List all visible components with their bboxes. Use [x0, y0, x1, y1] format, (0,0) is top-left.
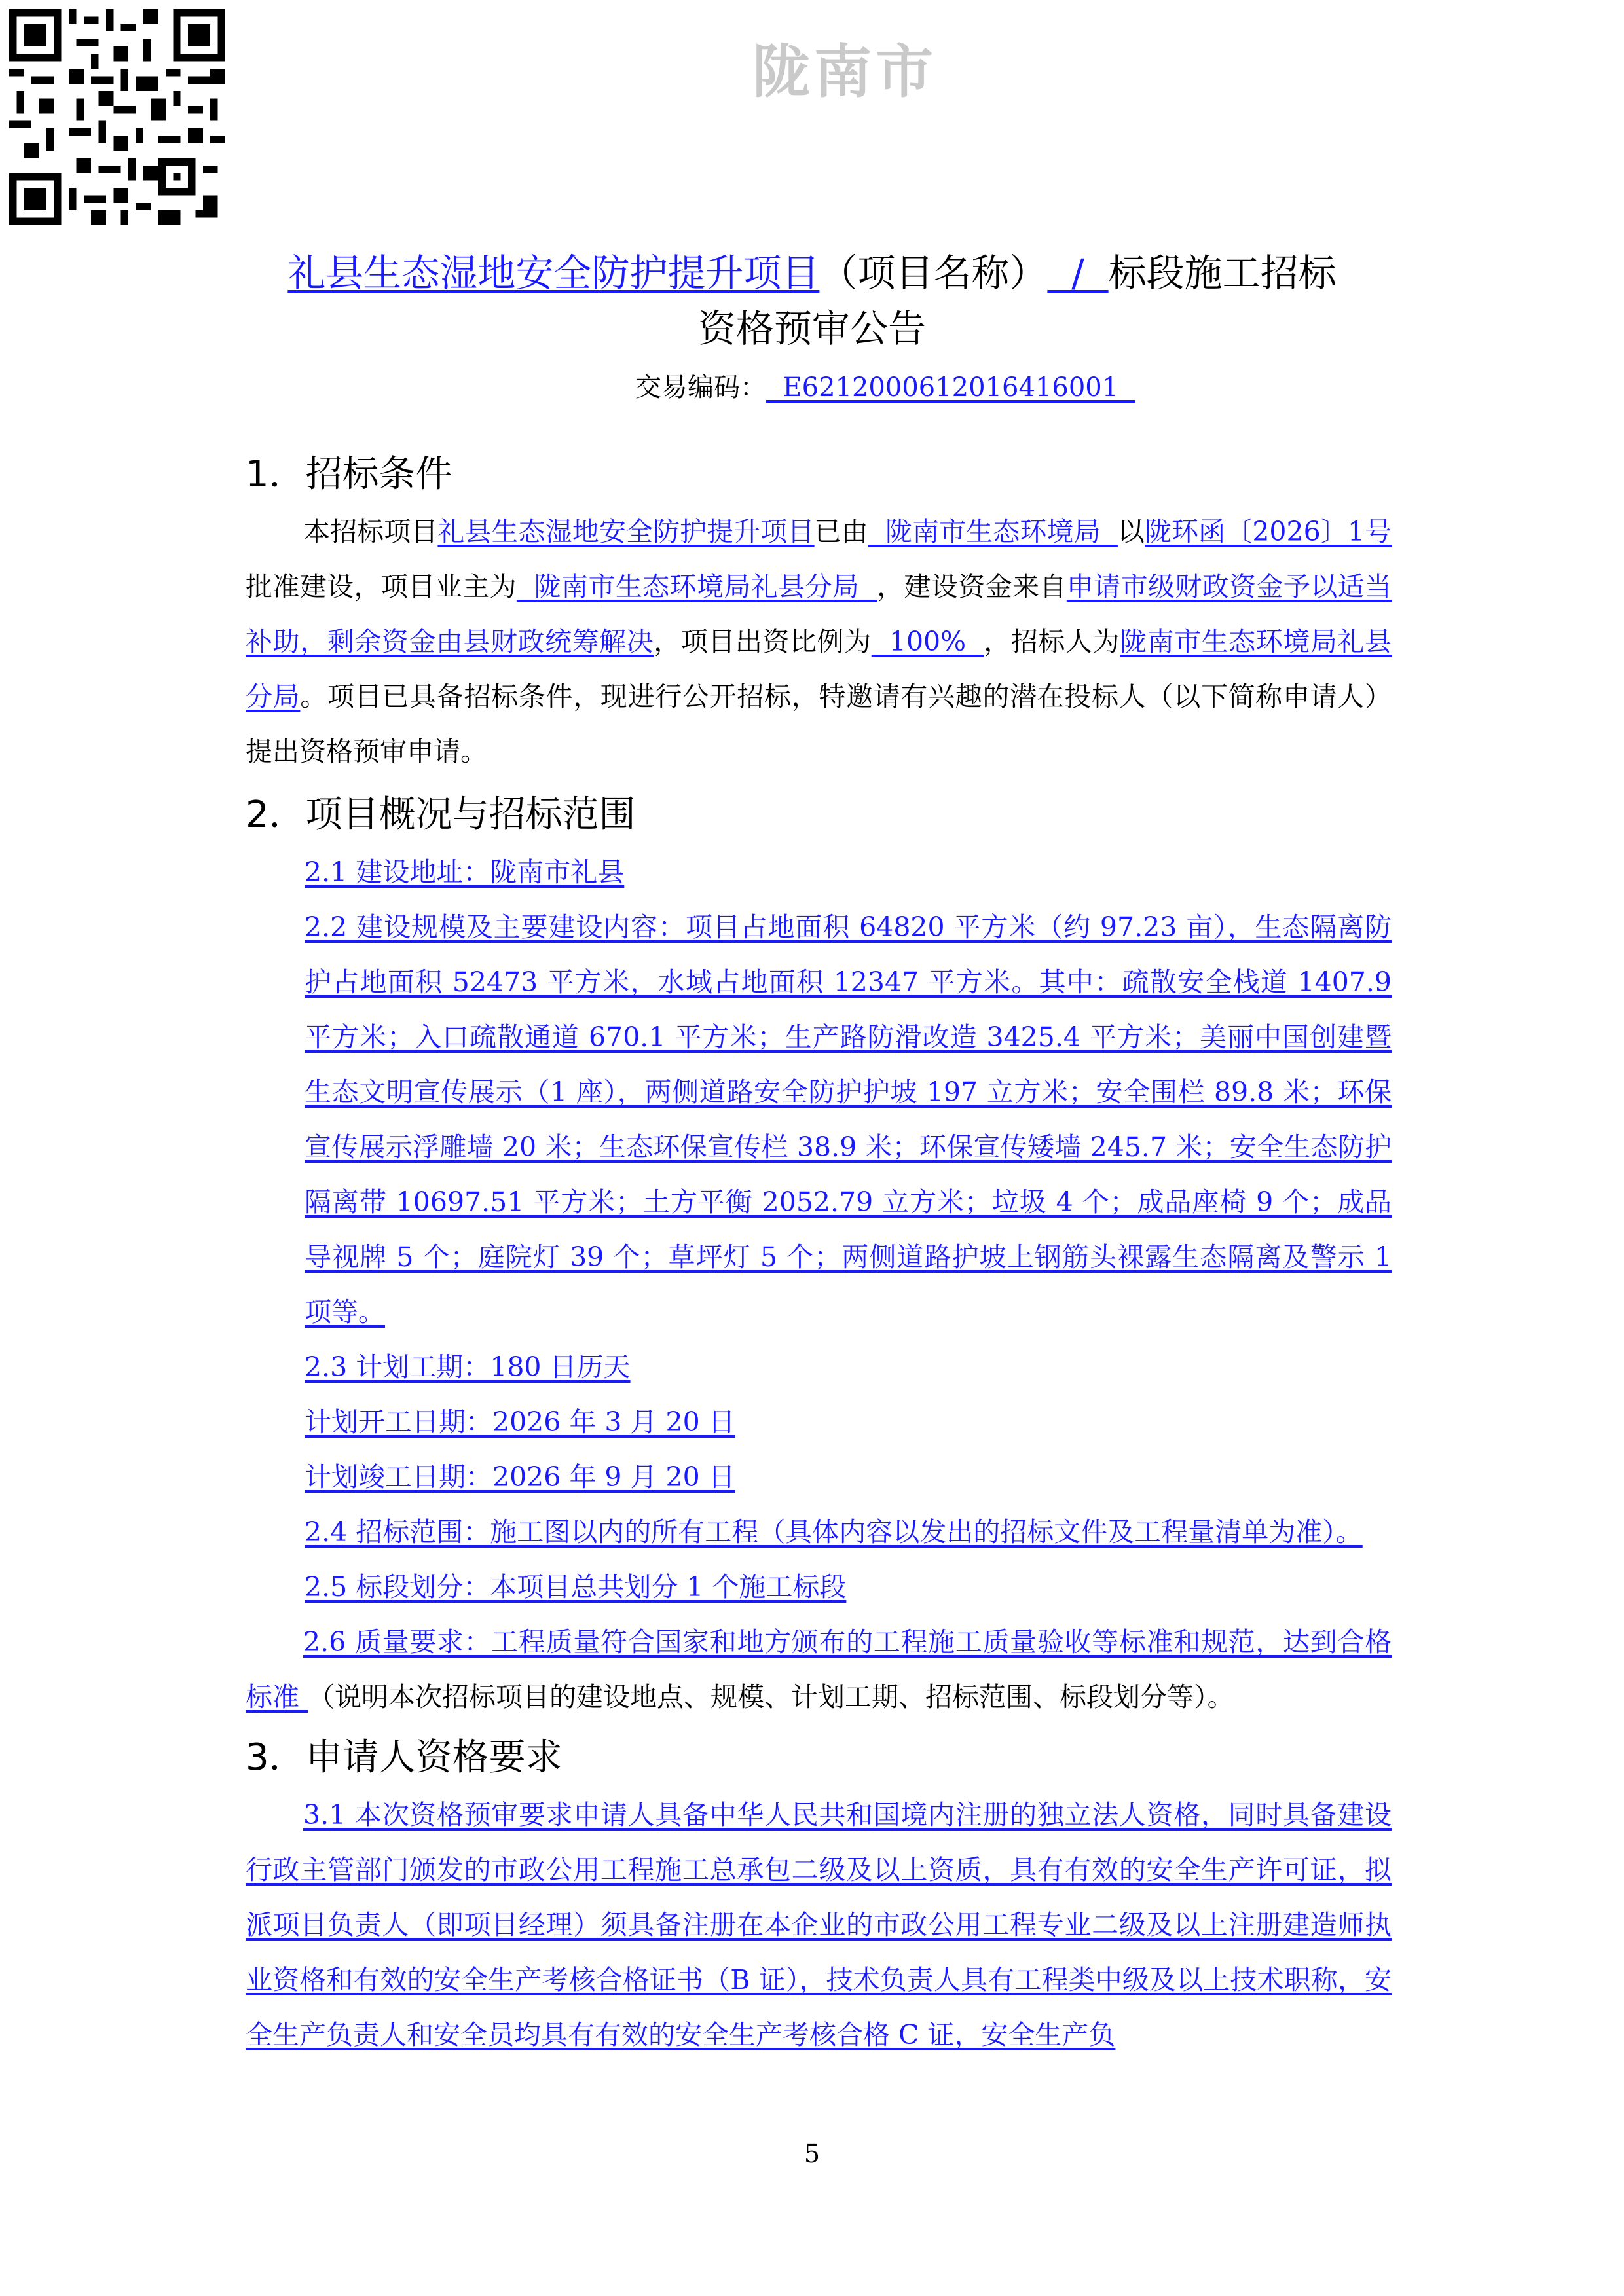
end-date [304, 1449, 1392, 1504]
s1-approver: 陇南市生态环境局 [868, 516, 1118, 547]
s1-text: 批准建设，项目业主为 [246, 571, 517, 602]
s1-text: 已由 [814, 516, 868, 547]
item-2-6-text: 2.6 质量要求：工程质量符合国家和地方颁布的工程施工质量验收等标准和规范，达到合格标准 [246, 1626, 1392, 1713]
s1-approval-doc: 陇环函〔2026〕1号 [1145, 516, 1392, 547]
item-2-6 [246, 1614, 1392, 1724]
item-2-3 [304, 1339, 1392, 1394]
s1-text: ，项目出资比例为 [654, 626, 872, 657]
item-2-4 [304, 1504, 1392, 1559]
s1-text: ，建设资金来自 [877, 571, 1067, 602]
trade-code [635, 367, 1135, 404]
section2-heading: 2．项目概况与招标范围 [246, 793, 636, 836]
item-2-1 [304, 845, 1392, 900]
item-2-5 [304, 1559, 1392, 1614]
s1-project-name: 礼县生态湿地安全防护提升项目 [437, 516, 815, 547]
page-number: 5 [803, 2140, 821, 2168]
section3-heading: 3．申请人资格要求 [246, 1736, 563, 1779]
title-section-suffix: 标段施工招标 [1108, 251, 1337, 295]
end-date-text: 计划竣工日期：2026 年 9 月 20 日 [304, 1461, 735, 1493]
item-2-1-text: 2.1 建设地址：陇南市礼县 [304, 856, 625, 888]
trade-code-value: E6212000612016416001 [766, 373, 1135, 403]
item-2-3-text: 2.3 计划工期：180 日历天 [304, 1351, 631, 1383]
trade-code-label: 交易编码： [635, 373, 766, 403]
s1-text: ，招标人为 [984, 626, 1120, 657]
s1-text: 以 [1117, 516, 1145, 547]
document-title-line2: 资格预审公告 [697, 306, 926, 351]
title-section-value: / [1047, 251, 1109, 295]
s1-ratio: 100% [871, 626, 984, 657]
item-2-2 [304, 900, 1392, 1339]
document-title [0, 242, 1624, 297]
item-2-6-note: （说明本次招标项目的建设地点、规模、计划工期、招标范围、标段划分等）。 [308, 1681, 1234, 1713]
s1-text: 。项目已具备招标条件，现进行公开招标，特邀请有兴趣的潜在投标人（以下简称申请人）提出资格预审申请。 [246, 681, 1392, 767]
start-date-text: 计划开工日期：2026 年 3 月 20 日 [304, 1406, 735, 1438]
watermark-text: 陇南市 [752, 38, 937, 105]
s1-text: 本招标项目 [303, 516, 438, 547]
s1-fund-source: 申请市级财政资金予以适当补助，剩余资金由县财政统筹解决 [246, 571, 1392, 657]
title-project-name: 礼县生态湿地安全防护提升项目 [287, 251, 820, 295]
item-2-2-text: 2.2 建设规模及主要建设内容：项目占地面积 64820 平方米（约 97.23 亩），生态隔离防护占地面积 52473 平方米，水域占地面积 12347 平方米。其中：疏散安全栈道 1407.9 平方米；入口疏散通道 670.1 平方米；生产路防滑改造 3425.4 平方米；美丽中国创建暨生态文明宣传展示（1 座），两侧道路安全防护护坡 197 立方米；安全围栏 89.8 米；环保宣传展示浮雕墙 20 米；生态环保宣传栏 38.9 米；环保宣传矮墙 245.7 米；安全生态防护隔离带 10697.51 平方米；土方平衡 2052.79 立方米；垃圾 4 个；成品座椅 9 个；成品导视牌 5 个；庭院灯 39 个；草坪灯 5 个；两侧道路护坡上钢筋头裸露生态隔离及警示 1 项等。 [304, 911, 1392, 1328]
start-date [304, 1394, 1392, 1449]
item-3-1-text: 3.1 本次资格预审要求申请人具备中华人民共和国境内注册的独立法人资格，同时具备建设行政主管部门颁发的市政公用工程施工总承包二级及以上资质，具有有效的安全生产许可证，拟派项目负责人（即项目经理）须具备注册在本企业的市政公用工程专业二级及以上注册建造师执业资格和有效的安全生产考核合格证书（B 证），技术负责人具有工程类中级及以上技术职称，安全生产负责人和安全员均具有有效的安全生产考核合格 C 证，安全生产负 [246, 1799, 1392, 2050]
s1-owner: 陇南市生态环境局礼县分局 [516, 571, 877, 602]
item-2-5-text: 2.5 标段划分：本项目总共划分 1 个施工标段 [304, 1571, 847, 1603]
qr-code [9, 9, 225, 225]
s1-tenderer: 陇南市生态环境局礼县分局 [246, 626, 1392, 712]
item-3-1 [246, 1787, 1392, 2062]
title-name-note: （项目名称） [819, 251, 1048, 295]
section1-heading: 1．招标条件 [246, 453, 452, 496]
item-2-4-text: 2.4 招标范围：施工图以内的所有工程（具体内容以发出的招标文件及工程量清单为准）。 [304, 1516, 1363, 1548]
section1-paragraph [246, 504, 1392, 779]
